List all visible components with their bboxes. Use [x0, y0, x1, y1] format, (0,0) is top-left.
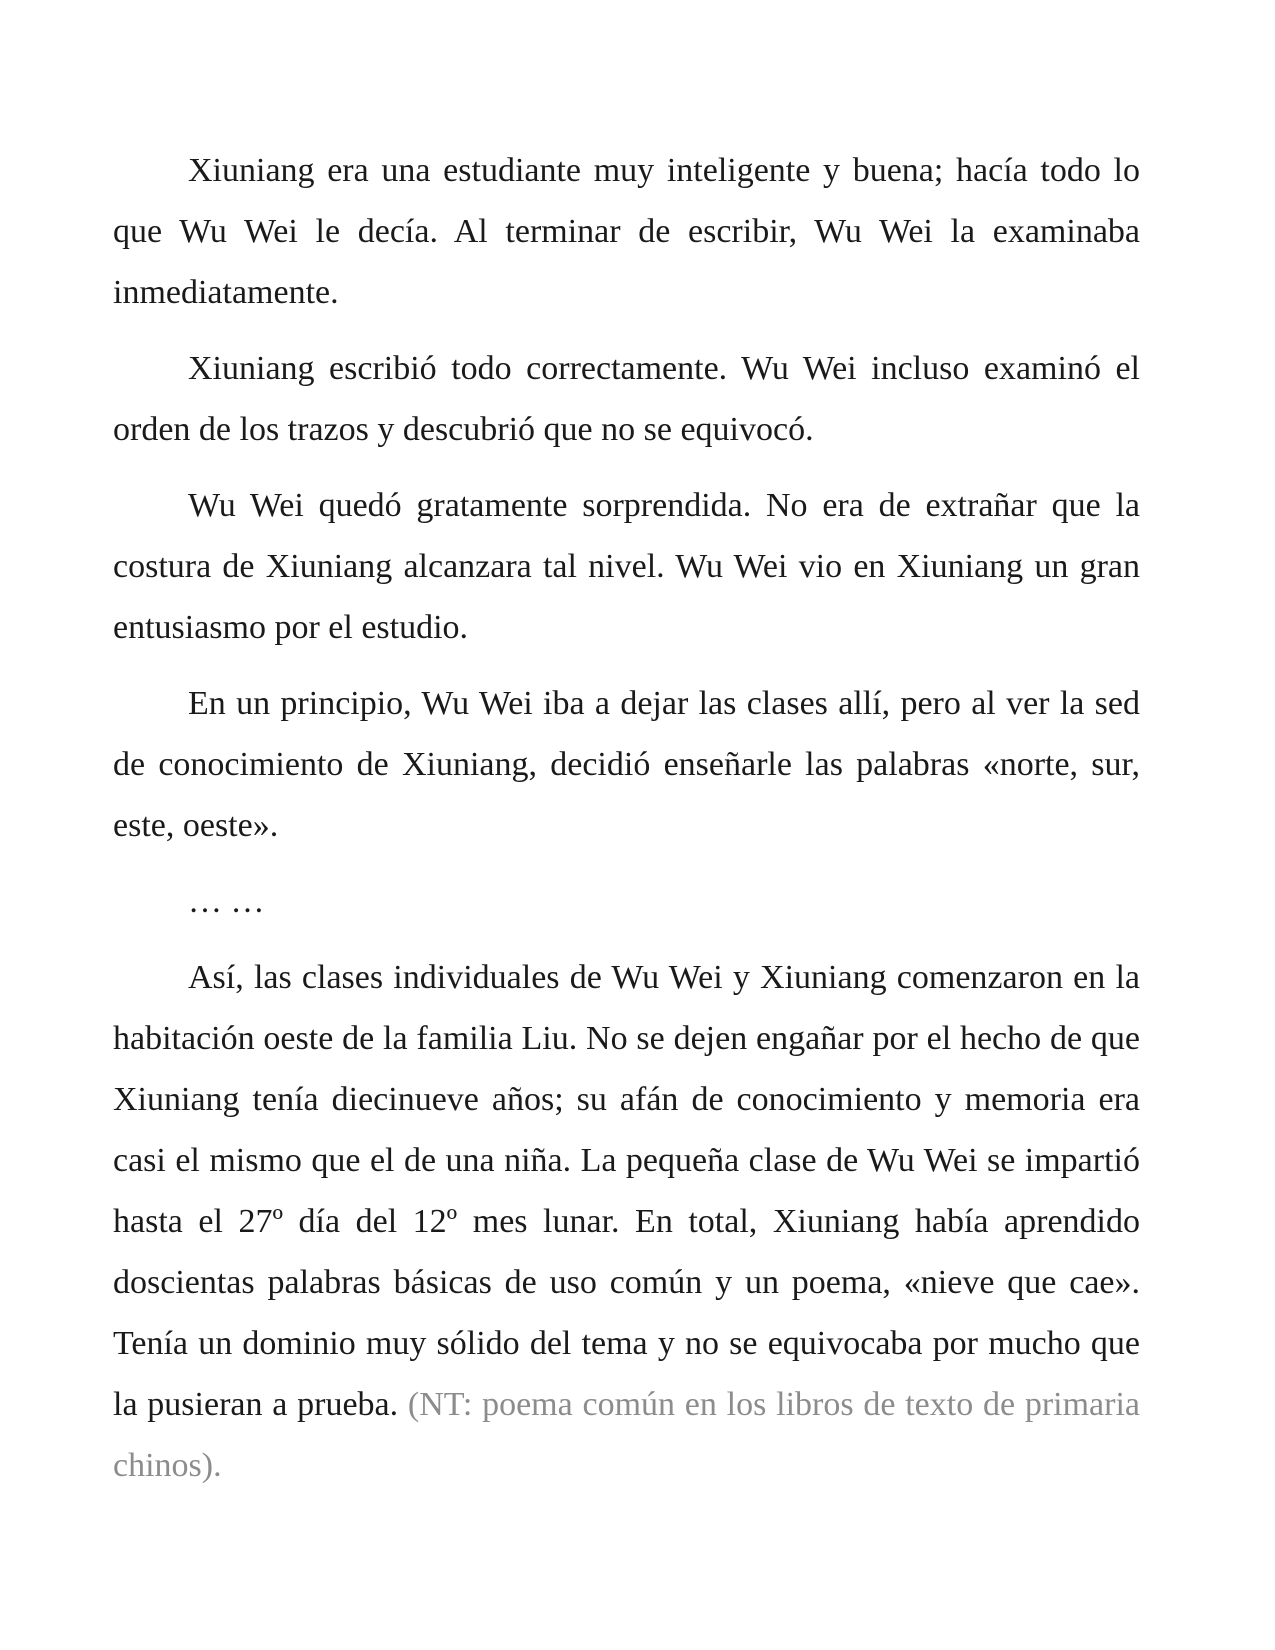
paragraph-1: Xiuniang era una estudiante muy inteligente y buena; hacía todo lo que Wu Wei le decía. Al terminar de escribir, Wu Wei la examinaba inmediatamente.	[113, 152, 1140, 311]
paragraph-5	[113, 947, 1140, 1496]
paragraph-3: Wu Wei quedó gratamente sorprendida. No era de extrañar que la costura de Xiuniang alcanzara tal nivel. Wu Wei vio en Xiuniang un gran entusiasmo por el estudio.	[113, 487, 1140, 646]
paragraph-4: En un principio, Wu Wei iba a dejar las clases allí, pero al ver la sed de conocimiento de Xiuniang, decidió enseñarle las palabras «norte, sur, este, oeste».	[113, 685, 1140, 844]
paragraph-5-text: Así, las clases individuales de Wu Wei y Xiuniang comenzaron en la habitación oeste de la familia Liu. No se dejen engañar por el hecho de que Xiuniang tenía diecinueve años; su afán de conocimiento y memoria era casi el mismo que el de una niña. La pequeña clase de Wu Wei se impartió hasta el 27º día del 12º mes lunar. En total, Xiuniang había aprendido doscientas palabras básicas de uso común y un poema, «nieve que cae». Tenía un dominio muy sólido del tema y no se equivocaba por mucho que la pusieran a prueba.	[113, 959, 1140, 1423]
document-body	[113, 140, 1140, 1511]
scene-break-ellipsis: … …	[188, 883, 265, 920]
paragraph-2: Xiuniang escribió todo correctamente. Wu Wei incluso examinó el orden de los trazos y descubrió que no se equivocó.	[113, 350, 1140, 448]
translator-note: (NT: poema común en los libros de texto de primaria chinos).	[113, 1386, 1140, 1484]
